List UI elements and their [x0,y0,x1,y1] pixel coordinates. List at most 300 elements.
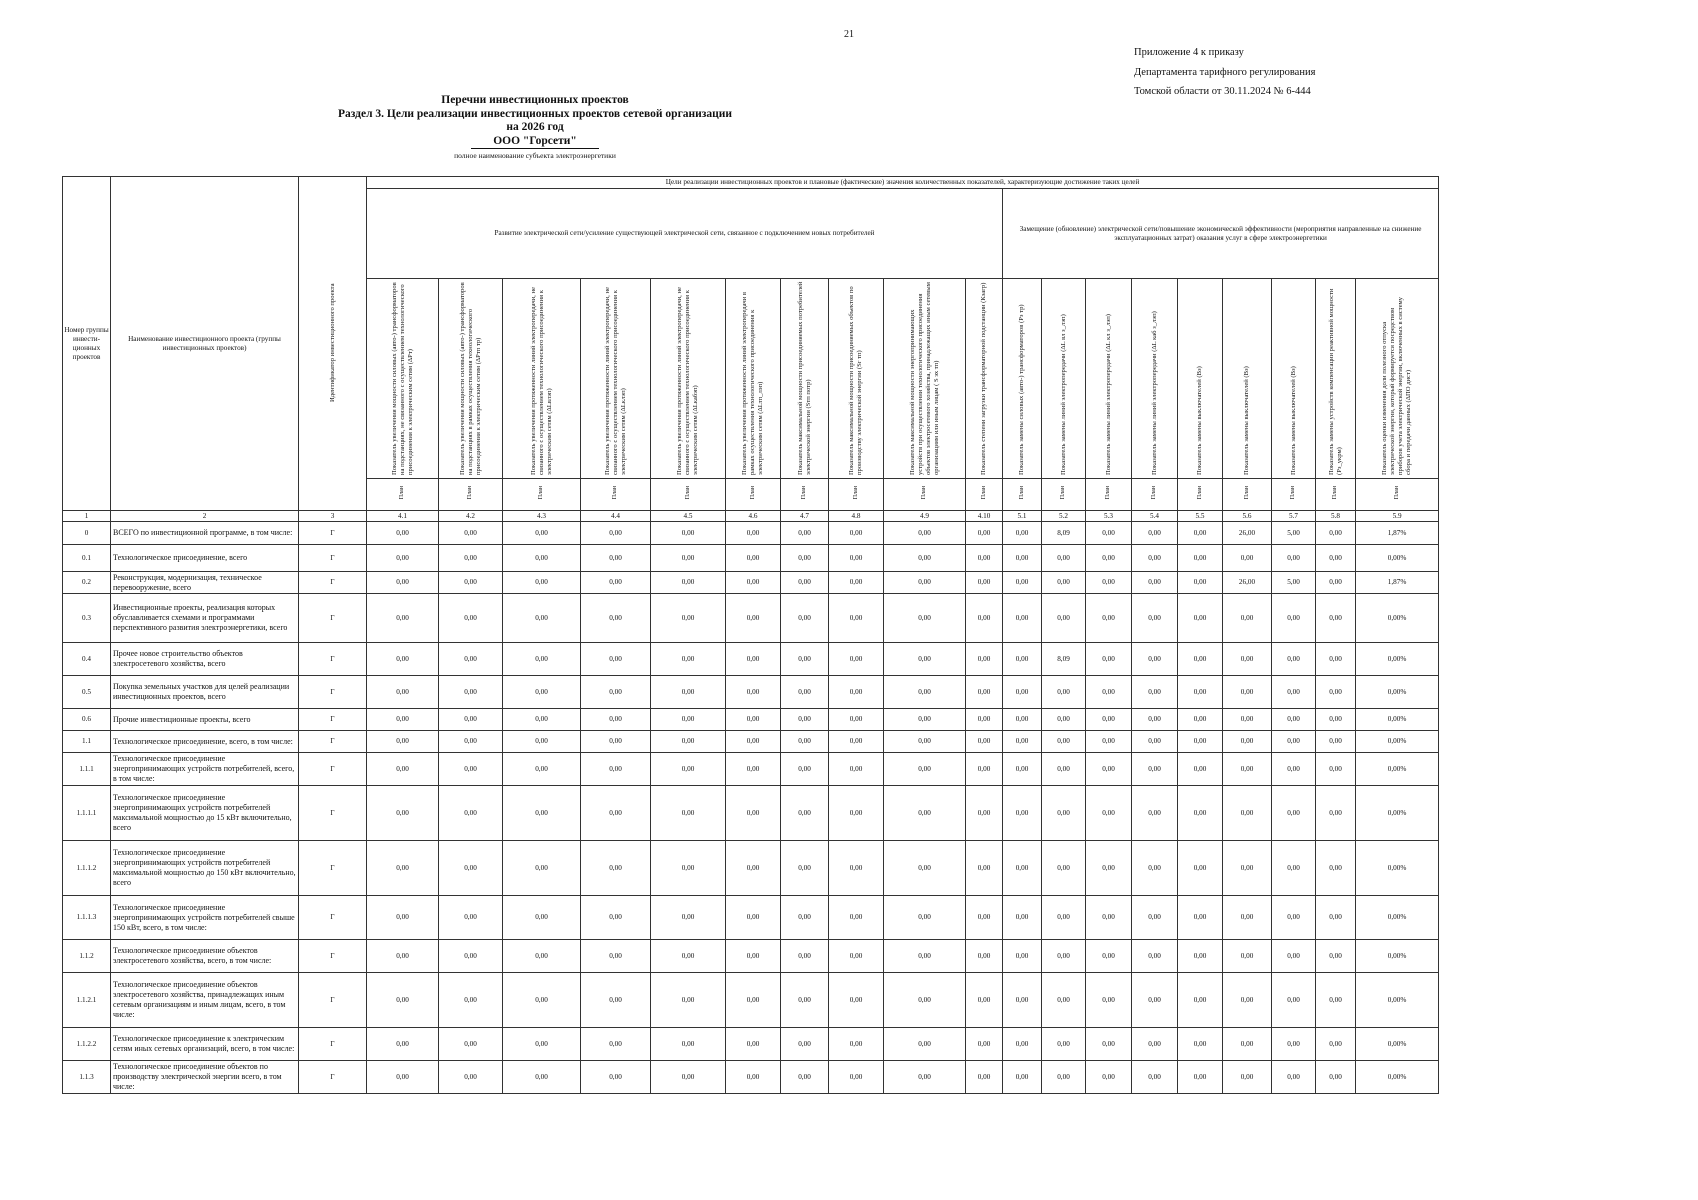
row-value: 0,00 [1042,1061,1086,1094]
indicator-header: Показатель максимальной мощности присоединяемых потребителей электрической энергии (Sтп потр) [781,279,829,479]
row-value: 0,00 [651,940,726,973]
row-value: 0,00 [1042,731,1086,753]
appendix-line: Департамента тарифного регулирования [1134,66,1316,78]
column-number: 2 [111,511,299,522]
table-row [63,841,1439,896]
row-value: 0,00% [1356,709,1439,731]
investment-goals-table [62,176,1439,1094]
table-row [63,731,1439,753]
row-value: 0,00 [1178,973,1223,1028]
row-value: 0,00 [1272,545,1316,572]
row-value: 0,00 [503,676,581,709]
header-group-number: Номер группы инвести-ционных проектов [63,177,111,511]
row-value: 0,00 [884,973,966,1028]
plan-label: План [726,479,781,511]
row-value: 0,00 [829,973,884,1028]
indicator-header: Показатель замены линий электропередачи (ΔL вл з_лэп) [1042,279,1086,479]
row-value: 0,00 [726,731,781,753]
row-value: 0,00 [829,676,884,709]
row-value: 0,00 [884,594,966,643]
row-value: 0,00 [1042,594,1086,643]
row-value: 0,00 [1132,896,1178,940]
row-value: 0,00 [829,731,884,753]
row-value: 0,00 [651,545,726,572]
indicator-header: Показатель увеличения протяженности линий электропередачи в рамках осуществления технологического присоединения к электрическим сетям (ΔLтп_лэп) [726,279,781,479]
row-value: 0,00% [1356,594,1439,643]
row-value: 0,00 [781,572,829,594]
row-value: 0,00 [1003,643,1042,676]
row-value: 0,00 [1272,643,1316,676]
row-value: 0,00 [439,731,503,753]
table-row [63,572,1439,594]
row-value: 0,00 [1132,522,1178,545]
row-value: 0,00 [966,676,1003,709]
row-value: 0,00 [503,594,581,643]
row-value: 0,00 [503,753,581,786]
plan-label: План [651,479,726,511]
row-value: 0,00 [367,594,439,643]
row-project-name: Реконструкция, модернизация, техническое перевооружение, всего [111,572,299,594]
row-value: 0,00 [781,709,829,731]
row-value: 0,00 [1178,940,1223,973]
plan-label: План [1272,479,1316,511]
plan-label: План [1178,479,1223,511]
row-value: 0,00 [966,841,1003,896]
plan-label: План [884,479,966,511]
table-row [63,709,1439,731]
row-value: 0,00 [367,731,439,753]
row-value: 0,00 [1086,1061,1132,1094]
column-number: 5.8 [1316,511,1356,522]
row-value: 0,00 [966,522,1003,545]
row-value: 0,00 [884,940,966,973]
row-value: 0,00 [1316,940,1356,973]
row-value: 0,00 [1223,731,1272,753]
row-value: 0,00 [1272,786,1316,841]
row-project-name: Технологическое присоединение объектов электросетевого хозяйства, принадлежащих иным сетевым организациям и иным лицам, всего, в том числе: [111,973,299,1028]
column-number: 5.9 [1356,511,1439,522]
row-value: 0,00 [1316,545,1356,572]
row-value: 0,00 [1223,545,1272,572]
row-number: 1.1.2.1 [63,973,111,1028]
row-value: 0,00 [581,753,651,786]
row-value: 0,00 [1003,676,1042,709]
row-value: 0,00 [581,731,651,753]
row-value: 0,00 [781,940,829,973]
row-value: 0,00 [503,731,581,753]
plan-label: План [1356,479,1439,511]
document-title [300,94,770,149]
row-value: 0,00% [1356,731,1439,753]
header-group-development: Развитие электрической сети/усиление существующей электрической сети, связанное с подключением новых потребителей [367,189,1003,279]
row-value: 0,00 [726,786,781,841]
row-value: 0,00 [1086,731,1132,753]
table-row [63,676,1439,709]
header-project-name: Наименование инвестиционного проекта (группы инвестиционных проектов) [111,177,299,511]
row-value: 0,00 [581,841,651,896]
indicator-header: Показатель увеличения протяженности линий электропередачи, не связанного с осуществлением технологического присоединения к электрическим сетям (ΔLкабэп) [651,279,726,479]
row-value: 26,00 [1223,572,1272,594]
row-value: 0,00 [651,786,726,841]
row-number: 0.6 [63,709,111,731]
row-value: 0,00 [367,753,439,786]
row-value: 0,00 [367,643,439,676]
row-value: 0,00 [781,753,829,786]
row-number: 1.1.2.2 [63,1028,111,1061]
row-number: 1.1.1.2 [63,841,111,896]
row-value: 0,00 [367,545,439,572]
row-value: 0,00 [503,940,581,973]
row-value: 0,00 [1223,753,1272,786]
row-value: 0,00 [1132,841,1178,896]
row-project-name: Технологическое присоединение, всего, в том числе: [111,731,299,753]
row-value: 0,00 [1316,522,1356,545]
row-value: 5,00 [1272,572,1316,594]
row-project-name: Технологическое присоединение объектов по производству электрической энергии всего, в том числе: [111,1061,299,1094]
row-value: 0,00 [726,676,781,709]
row-value: 0,00% [1356,973,1439,1028]
row-number: 1.1.1.3 [63,896,111,940]
column-number: 4.1 [367,511,439,522]
row-value: 0,00 [829,940,884,973]
row-value: 0,00 [439,1061,503,1094]
row-value: 0,00 [884,709,966,731]
row-value: 0,00 [966,731,1003,753]
plan-label: План [1132,479,1178,511]
row-value: 0,00 [781,643,829,676]
row-value: 0,00 [726,1028,781,1061]
table-row [63,753,1439,786]
indicator-header: Показатель замены выключателей (Вз) [1178,279,1223,479]
row-project-name: Технологическое присоединение энергопринимающих устройств потребителей, всего, в том числе: [111,753,299,786]
row-number: 1.1.1.1 [63,786,111,841]
row-value: 1,87% [1356,522,1439,545]
plan-label: План [829,479,884,511]
page-number: 21 [844,29,854,40]
row-value: 0,00 [966,709,1003,731]
row-value: 0,00 [1132,676,1178,709]
row-project-name: Покупка земельных участков для целей реализации инвестиционных проектов, всего [111,676,299,709]
row-value: 0,00% [1356,1061,1439,1094]
row-value: 5,00 [1272,522,1316,545]
row-value: 0,00 [503,1028,581,1061]
row-number: 1.1 [63,731,111,753]
plan-label: План [503,479,581,511]
row-project-name: Технологическое присоединение к электрическим сетям иных сетевых организаций, всего, в том числе: [111,1028,299,1061]
row-value: 0,00 [1042,896,1086,940]
row-value: 0,00 [1272,731,1316,753]
row-value: 0,00 [1132,594,1178,643]
row-value: 8,09 [1042,522,1086,545]
row-value: 0,00 [1003,896,1042,940]
table-row [63,545,1439,572]
row-value: 0,00 [1178,896,1223,940]
row-value: 0,00 [1086,676,1132,709]
indicator-header: Показатель замены выключателей (Вз) [1272,279,1316,479]
row-value: 0,00 [1178,594,1223,643]
row-value: 0,00 [581,973,651,1028]
row-value: 0,00 [884,731,966,753]
row-value: 0,00 [581,643,651,676]
row-value: 0,00 [1003,786,1042,841]
row-value: 0,00 [1042,676,1086,709]
row-value: 0,00 [1316,676,1356,709]
row-value: 0,00 [726,545,781,572]
row-value: 0,00 [439,973,503,1028]
row-value: 0,00 [651,709,726,731]
row-value: 0,00 [1316,731,1356,753]
appendix-line: Томской области от 30.11.2024 № 6-444 [1134,86,1311,97]
row-value: 0,00 [726,841,781,896]
row-value: 0,00 [1086,709,1132,731]
row-value: 0,00 [1086,973,1132,1028]
row-value: 0,00 [1272,709,1316,731]
row-value: 0,00 [439,676,503,709]
column-number: 5.5 [1178,511,1223,522]
row-value: 0,00 [884,841,966,896]
row-value: 0,00% [1356,896,1439,940]
organization-name: ООО "Горсети" [471,135,599,150]
row-value: 0,00 [651,973,726,1028]
row-value: 0,00 [1042,709,1086,731]
row-value: 0,00 [829,753,884,786]
row-value: 0,00 [781,1061,829,1094]
row-value: 0,00 [367,940,439,973]
row-value: 0,00 [439,545,503,572]
row-value: 0,00 [439,572,503,594]
row-value: 0,00 [1042,940,1086,973]
row-value: 0,00 [503,643,581,676]
row-value: 0,00 [829,594,884,643]
header-goals: Цели реализации инвестиционных проектов и плановые (фактические) значения количественных показателей, характеризующие достижение таких целей [367,177,1439,189]
row-value: 0,00 [1042,545,1086,572]
row-value: 0,00 [503,572,581,594]
indicator-header: Показатель увеличения протяженности линий электропередачи, не связанного с осуществлением технологического присоединения к электрическим сетям (ΔLвлэп) [503,279,581,479]
row-value: 0,00 [439,841,503,896]
plan-label: План [367,479,439,511]
plan-label: План [1042,479,1086,511]
row-number: 1.1.2 [63,940,111,973]
row-value: 0,00 [1272,841,1316,896]
plan-label: План [781,479,829,511]
row-value: 0,00 [1003,594,1042,643]
row-value: 0,00 [1178,1061,1223,1094]
row-project-id: Г [299,676,367,709]
row-project-name: Технологическое присоединение энергопринимающих устройств потребителей максимальной мощностью до 150 кВт включительно, всего [111,841,299,896]
row-value: 0,00 [651,731,726,753]
row-value: 0,00 [726,753,781,786]
row-value: 0,00 [367,676,439,709]
row-value: 0,00 [829,522,884,545]
column-number: 5.1 [1003,511,1042,522]
row-project-name: Прочие инвестиционные проекты, всего [111,709,299,731]
column-number: 3 [299,511,367,522]
row-value: 0,00 [1223,940,1272,973]
row-value: 0,00 [651,1028,726,1061]
row-value: 0,00 [1132,1061,1178,1094]
row-value: 0,00 [367,896,439,940]
indicator-header: Показатель замены устройств компенсации реактивной мощности (Pз_укрм) [1316,279,1356,479]
row-project-name: ВСЕГО по инвестиционной программе, в том числе: [111,522,299,545]
row-project-id: Г [299,594,367,643]
row-value: 0,00 [1132,1028,1178,1061]
row-number: 0.4 [63,643,111,676]
table-row [63,786,1439,841]
row-value: 0,00 [1223,786,1272,841]
row-value: 0,00 [1003,522,1042,545]
row-value: 0,00 [884,522,966,545]
row-value: 0,00 [781,1028,829,1061]
row-value: 0,00 [781,896,829,940]
row-value: 0,00 [726,594,781,643]
row-value: 0,00 [439,753,503,786]
row-value: 0,00 [439,594,503,643]
row-value: 0,00 [829,709,884,731]
row-value: 0,00 [1003,731,1042,753]
row-value: 0,00 [1086,841,1132,896]
row-value: 0,00 [726,572,781,594]
column-number: 1 [63,511,111,522]
row-value: 0,00 [966,572,1003,594]
row-number: 0.1 [63,545,111,572]
row-value: 0,00 [1223,1061,1272,1094]
row-value: 0,00% [1356,676,1439,709]
row-value: 0,00 [1316,896,1356,940]
row-value: 0,00 [884,545,966,572]
title-line: Перечни инвестиционных проектов [441,94,629,106]
row-value: 0,00 [781,731,829,753]
row-value: 0,00 [439,643,503,676]
row-value: 0,00 [966,594,1003,643]
row-value: 0,00 [1086,786,1132,841]
row-value: 0,00 [651,643,726,676]
row-value: 0,00 [1132,643,1178,676]
appendix-note [1134,43,1315,102]
row-value: 0,00 [1316,1028,1356,1061]
row-number: 1.1.1 [63,753,111,786]
row-number: 0 [63,522,111,545]
row-value: 0,00 [651,572,726,594]
row-value: 0,00 [1003,545,1042,572]
row-value: 0,00% [1356,643,1439,676]
row-value: 0,00 [829,1061,884,1094]
row-value: 0,00 [581,594,651,643]
row-value: 0,00 [581,572,651,594]
column-number: 4.3 [503,511,581,522]
indicator-header: Показатель увеличения мощности силовых (авто-) трансформаторов на подстанциях, не связанного с осуществлением технологического присоединения к электрическим сетям (ΔPт) [367,279,439,479]
row-value: 0,00 [829,1028,884,1061]
row-value: 0,00 [1223,841,1272,896]
row-value: 0,00 [1132,786,1178,841]
plan-label: План [439,479,503,511]
row-value: 0,00 [1272,753,1316,786]
row-value: 0,00 [1272,973,1316,1028]
indicator-header: Показатель максимальной мощности энергопринимающих устройств при осуществлении технологического присоединения объектов электросетевого хозяйства, принадлежащих иным сетевым организациям или иным лицам ( S эх тп) [884,279,966,479]
row-value: 0,00 [1272,940,1316,973]
row-value: 0,00 [367,786,439,841]
row-value: 0,00 [367,572,439,594]
row-value: 8,09 [1042,643,1086,676]
row-value: 0,00 [651,594,726,643]
row-value: 0,00 [367,841,439,896]
row-value: 0,00 [1042,1028,1086,1061]
row-value: 0,00 [503,545,581,572]
column-number: 4.5 [651,511,726,522]
row-value: 0,00 [1086,522,1132,545]
column-number: 5.4 [1132,511,1178,522]
row-value: 0,00 [581,522,651,545]
row-project-id: Г [299,1028,367,1061]
row-value: 0,00 [1132,572,1178,594]
appendix-line: Приложение 4 к приказу [1134,47,1244,58]
row-value: 0,00 [1042,753,1086,786]
row-number: 0.3 [63,594,111,643]
row-value: 0,00 [1178,731,1223,753]
row-value: 0,00 [1003,973,1042,1028]
row-value: 0,00 [966,643,1003,676]
row-project-id: Г [299,643,367,676]
row-value: 0,00 [651,676,726,709]
row-value: 0,00 [503,1061,581,1094]
row-value: 0,00 [1316,753,1356,786]
row-value: 0,00 [966,973,1003,1028]
row-value: 0,00 [781,973,829,1028]
row-value: 0,00 [884,1028,966,1061]
table-row [63,1061,1439,1094]
row-value: 0,00 [1316,841,1356,896]
subject-caption: полное наименование субъекта электроэнергетики [454,151,616,160]
row-value: 0,00 [884,753,966,786]
row-value: 0,00 [1003,841,1042,896]
row-value: 0,00 [1316,709,1356,731]
row-value: 0,00 [1003,1028,1042,1061]
row-value: 26,00 [1223,522,1272,545]
row-value: 0,00 [1178,643,1223,676]
row-value: 0,00 [1132,709,1178,731]
row-project-id: Г [299,786,367,841]
row-value: 0,00 [651,1061,726,1094]
row-value: 0,00 [884,1061,966,1094]
row-value: 0,00 [439,1028,503,1061]
row-value: 0,00 [1178,786,1223,841]
table-row [63,643,1439,676]
indicator-header: Показатель максимальной мощности присоединяемых объектов по производству электрической энергии (Sг тп) [829,279,884,479]
row-value: 0,00 [367,973,439,1028]
row-value: 0,00 [829,841,884,896]
row-value: 0,00 [1223,709,1272,731]
row-value: 0,00 [581,896,651,940]
indicator-header: Показатель увеличения протяженности линий электропередачи, не связанного с осуществлением технологического присоединения к электрическим сетям (ΔLклэп) [581,279,651,479]
row-project-id: Г [299,1061,367,1094]
row-value: 0,00 [726,643,781,676]
row-value: 0,00 [1003,709,1042,731]
row-value: 0,00 [367,522,439,545]
row-value: 0,00 [651,753,726,786]
header-project-id: Идентификатор инвестиционного проекта [299,177,367,511]
row-value: 0,00 [1316,594,1356,643]
row-value: 0,00 [781,676,829,709]
row-value: 0,00 [1223,896,1272,940]
column-number: 5.7 [1272,511,1316,522]
row-number: 1.1.3 [63,1061,111,1094]
table-row [63,973,1439,1028]
row-project-id: Г [299,522,367,545]
column-number: 4.8 [829,511,884,522]
row-value: 0,00 [829,572,884,594]
table-row [63,940,1439,973]
plan-label: План [1316,479,1356,511]
row-value: 0,00 [503,896,581,940]
